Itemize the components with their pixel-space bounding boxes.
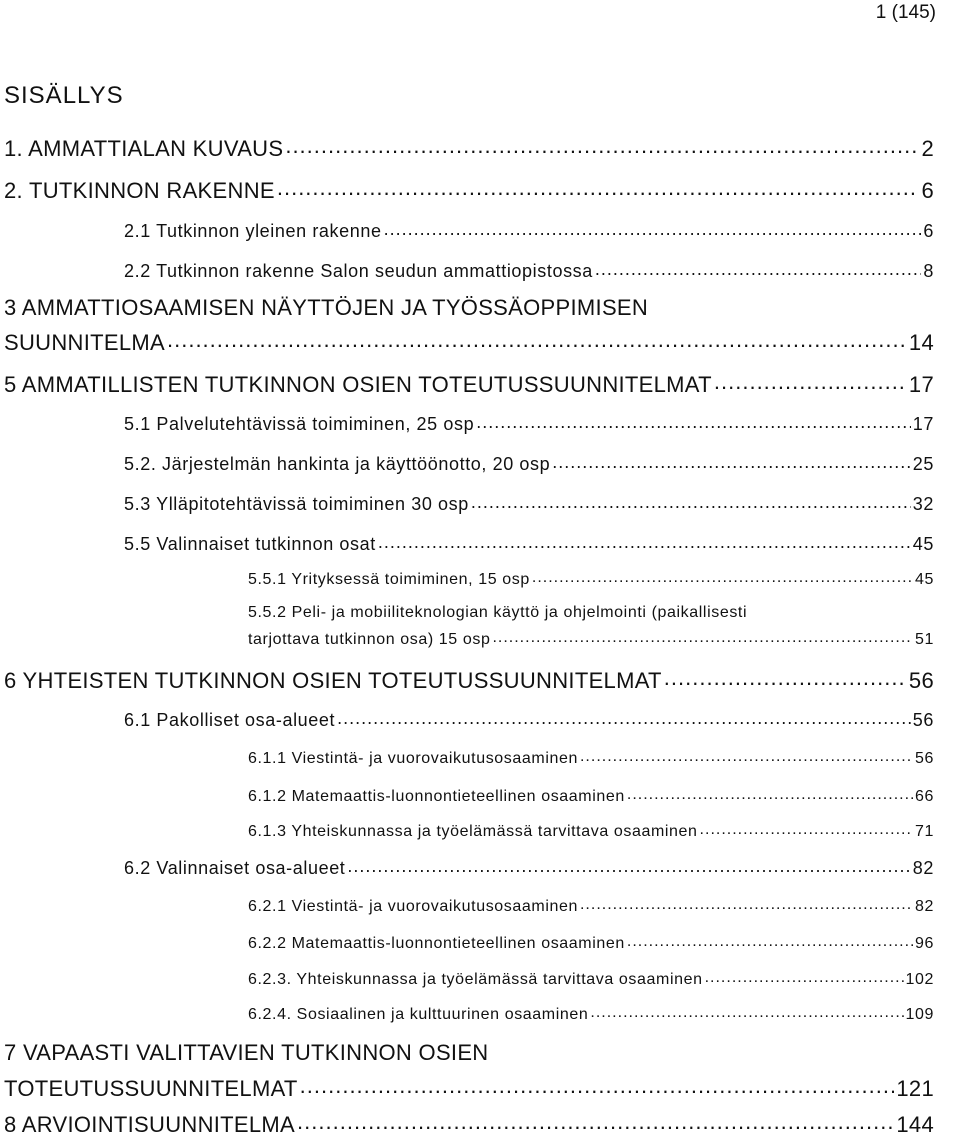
dot-leader <box>627 932 913 948</box>
toc-entry-page: 56 <box>912 710 934 730</box>
toc-entry-page: 56 <box>915 750 934 767</box>
toc-entry-label: 6.1.3 Yhteiskunnassa ja työelämässä tarvittava osaaminen <box>248 823 698 840</box>
dot-leader <box>378 532 911 550</box>
toc-entry-6-2-1[interactable] <box>248 895 934 916</box>
toc-entry-page: 71 <box>915 823 934 840</box>
toc-entry-page: 2 <box>921 136 934 161</box>
dot-leader <box>580 747 913 763</box>
toc-entry-6-2-2[interactable] <box>248 932 934 953</box>
toc-entry-page: 32 <box>912 494 934 514</box>
dot-leader <box>297 1110 894 1132</box>
toc-entry-8[interactable] <box>4 1110 934 1138</box>
toc-entry-5[interactable] <box>4 370 934 398</box>
dot-leader <box>532 568 913 584</box>
toc-entry-2[interactable] <box>4 176 934 204</box>
toc-entry-label: 2.2 Tutkinnon rakenne Salon seudun ammattiopistossa <box>124 261 593 281</box>
toc-entry-3-line1[interactable]: 3 AMMATTIOSAAMISEN NÄYTTÖJEN JA TYÖSSÄOPPIMISEN <box>4 295 649 320</box>
dot-leader <box>277 176 920 198</box>
toc-entry-page: 8 <box>923 261 934 281</box>
toc-entry-1[interactable] <box>4 134 934 162</box>
toc-entry-5-5-1[interactable] <box>248 568 934 589</box>
toc-entry-6-1-3[interactable] <box>248 820 934 841</box>
dot-leader <box>471 492 911 510</box>
toc-entry-5-5-2[interactable] <box>248 628 934 649</box>
toc-entry-label: 6.1 Pakolliset osa-alueet <box>124 710 336 730</box>
toc-entry-page: 45 <box>912 534 934 554</box>
dot-leader <box>590 1003 903 1019</box>
toc-entry-label: 6.2.2 Matemaattis-luonnontieteellinen osaaminen <box>248 935 625 952</box>
toc-entry-label: 6.1.2 Matemaattis-luonnontieteellinen osaaminen <box>248 788 625 805</box>
toc-entry-page: 66 <box>915 788 934 805</box>
toc-entry-5-2[interactable] <box>124 452 934 475</box>
toc-entry-page: 102 <box>905 971 934 988</box>
toc-entry-label: 6.2.4. Sosiaalinen ja kulttuurinen osaaminen <box>248 1006 589 1023</box>
toc-entry-6-1-1[interactable] <box>248 747 934 768</box>
toc-entry-label: 6 YHTEISTEN TUTKINNON OSIEN TOTEUTUSSUUNNITELMAT <box>4 668 662 693</box>
toc-entry-page: 14 <box>908 330 934 355</box>
toc-entry-page: 45 <box>915 571 934 588</box>
toc-entry-label: 5.2. Järjestelmän hankinta ja käyttöönotto, 20 osp <box>124 454 551 474</box>
toc-entry-6-1-2[interactable] <box>248 785 934 806</box>
toc-entry-5-5-2-line1[interactable]: 5.5.2 Peli- ja mobiiliteknologian käyttö ja ohjelmointi (paikallisesti <box>248 604 748 621</box>
toc-entry-label: 5 AMMATILLISTEN TUTKINNON OSIEN TOTEUTUSSUUNNITELMAT <box>4 372 712 397</box>
toc-entry-page: 17 <box>912 414 934 434</box>
toc-entry-label: 6.2.3. Yhteiskunnassa ja työelämässä tarvittava osaaminen <box>248 971 703 988</box>
dot-leader <box>167 328 907 350</box>
toc-entry-3[interactable] <box>4 328 934 356</box>
dot-leader <box>300 1074 895 1096</box>
toc-entry-label: 2. TUTKINNON RAKENNE <box>4 178 275 203</box>
toc-entry-label: SUUNNITELMA <box>4 330 165 355</box>
toc-entry-page: 25 <box>912 454 934 474</box>
toc-title: SISÄLLYS <box>4 82 124 109</box>
dot-leader <box>705 968 904 984</box>
toc-entry-page: 82 <box>912 858 934 878</box>
toc-entry-2-1[interactable] <box>124 219 934 242</box>
toc-entry-5-1[interactable] <box>124 412 934 435</box>
dot-leader <box>285 134 919 156</box>
toc-entry-label: 1. AMMATTIALAN KUVAUS <box>4 136 284 161</box>
toc-entry-7[interactable] <box>4 1074 934 1102</box>
toc-entry-6-2-4[interactable] <box>248 1003 934 1024</box>
dot-leader <box>476 412 911 430</box>
toc-entry-page: 56 <box>908 668 934 693</box>
dot-leader <box>580 895 913 911</box>
toc-entry-label: 5.1 Palvelutehtävissä toimiminen, 25 osp <box>124 414 475 434</box>
toc-entry-page: 6 <box>921 178 934 203</box>
toc-entry-label: tarjottava tutkinnon osa) 15 osp <box>248 631 491 648</box>
dot-leader <box>384 219 922 237</box>
toc-entry-2-2[interactable] <box>124 259 934 282</box>
toc-entry-label: 6.2 Valinnaiset osa-alueet <box>124 858 346 878</box>
dot-leader <box>627 785 913 801</box>
page-number: 1 (145) <box>875 2 936 23</box>
toc-entry-label: 5.5 Valinnaiset tutkinnon osat <box>124 534 376 554</box>
toc-entry-page: 17 <box>908 372 934 397</box>
toc-entry-6-2-3[interactable] <box>248 968 934 989</box>
toc-entry-page: 96 <box>915 935 934 952</box>
dot-leader <box>664 666 907 688</box>
toc-entry-label: 2.1 Tutkinnon yleinen rakenne <box>124 221 382 241</box>
toc-entry-page: 144 <box>896 1112 934 1137</box>
dot-leader <box>337 708 911 726</box>
toc-entry-6-1[interactable] <box>124 708 934 731</box>
toc-entry-page: 82 <box>915 898 934 915</box>
toc-entry-label: 6.2.1 Viestintä- ja vuorovaikutusosaaminen <box>248 898 578 915</box>
toc-entry-7-line1[interactable]: 7 VAPAASTI VALITTAVIEN TUTKINNON OSIEN <box>4 1040 489 1065</box>
toc-entry-label: 5.3 Ylläpitotehtävissä toimiminen 30 osp <box>124 494 469 514</box>
toc-entry-page: 51 <box>915 631 934 648</box>
toc-entry-label: TOTEUTUSSUUNNITELMAT <box>4 1076 298 1101</box>
dot-leader <box>700 820 913 836</box>
toc-entry-label: 6.1.1 Viestintä- ja vuorovaikutusosaaminen <box>248 750 578 767</box>
dot-leader <box>595 259 922 277</box>
toc-entry-6-2[interactable] <box>124 856 934 879</box>
toc-entry-page: 109 <box>905 1006 934 1023</box>
toc-entry-5-3[interactable] <box>124 492 934 515</box>
dot-leader <box>552 452 911 470</box>
dot-leader <box>347 856 910 874</box>
toc-entry-5-5[interactable] <box>124 532 934 555</box>
toc-entry-page: 6 <box>923 221 934 241</box>
dot-leader <box>492 628 913 644</box>
dot-leader <box>714 370 907 392</box>
toc-entry-6[interactable] <box>4 666 934 694</box>
toc-entry-label: 8 ARVIOINTISUUNNITELMA <box>4 1112 296 1137</box>
toc-entry-label: 5.5.1 Yrityksessä toimiminen, 15 osp <box>248 571 530 588</box>
toc-entry-page: 121 <box>896 1076 934 1101</box>
